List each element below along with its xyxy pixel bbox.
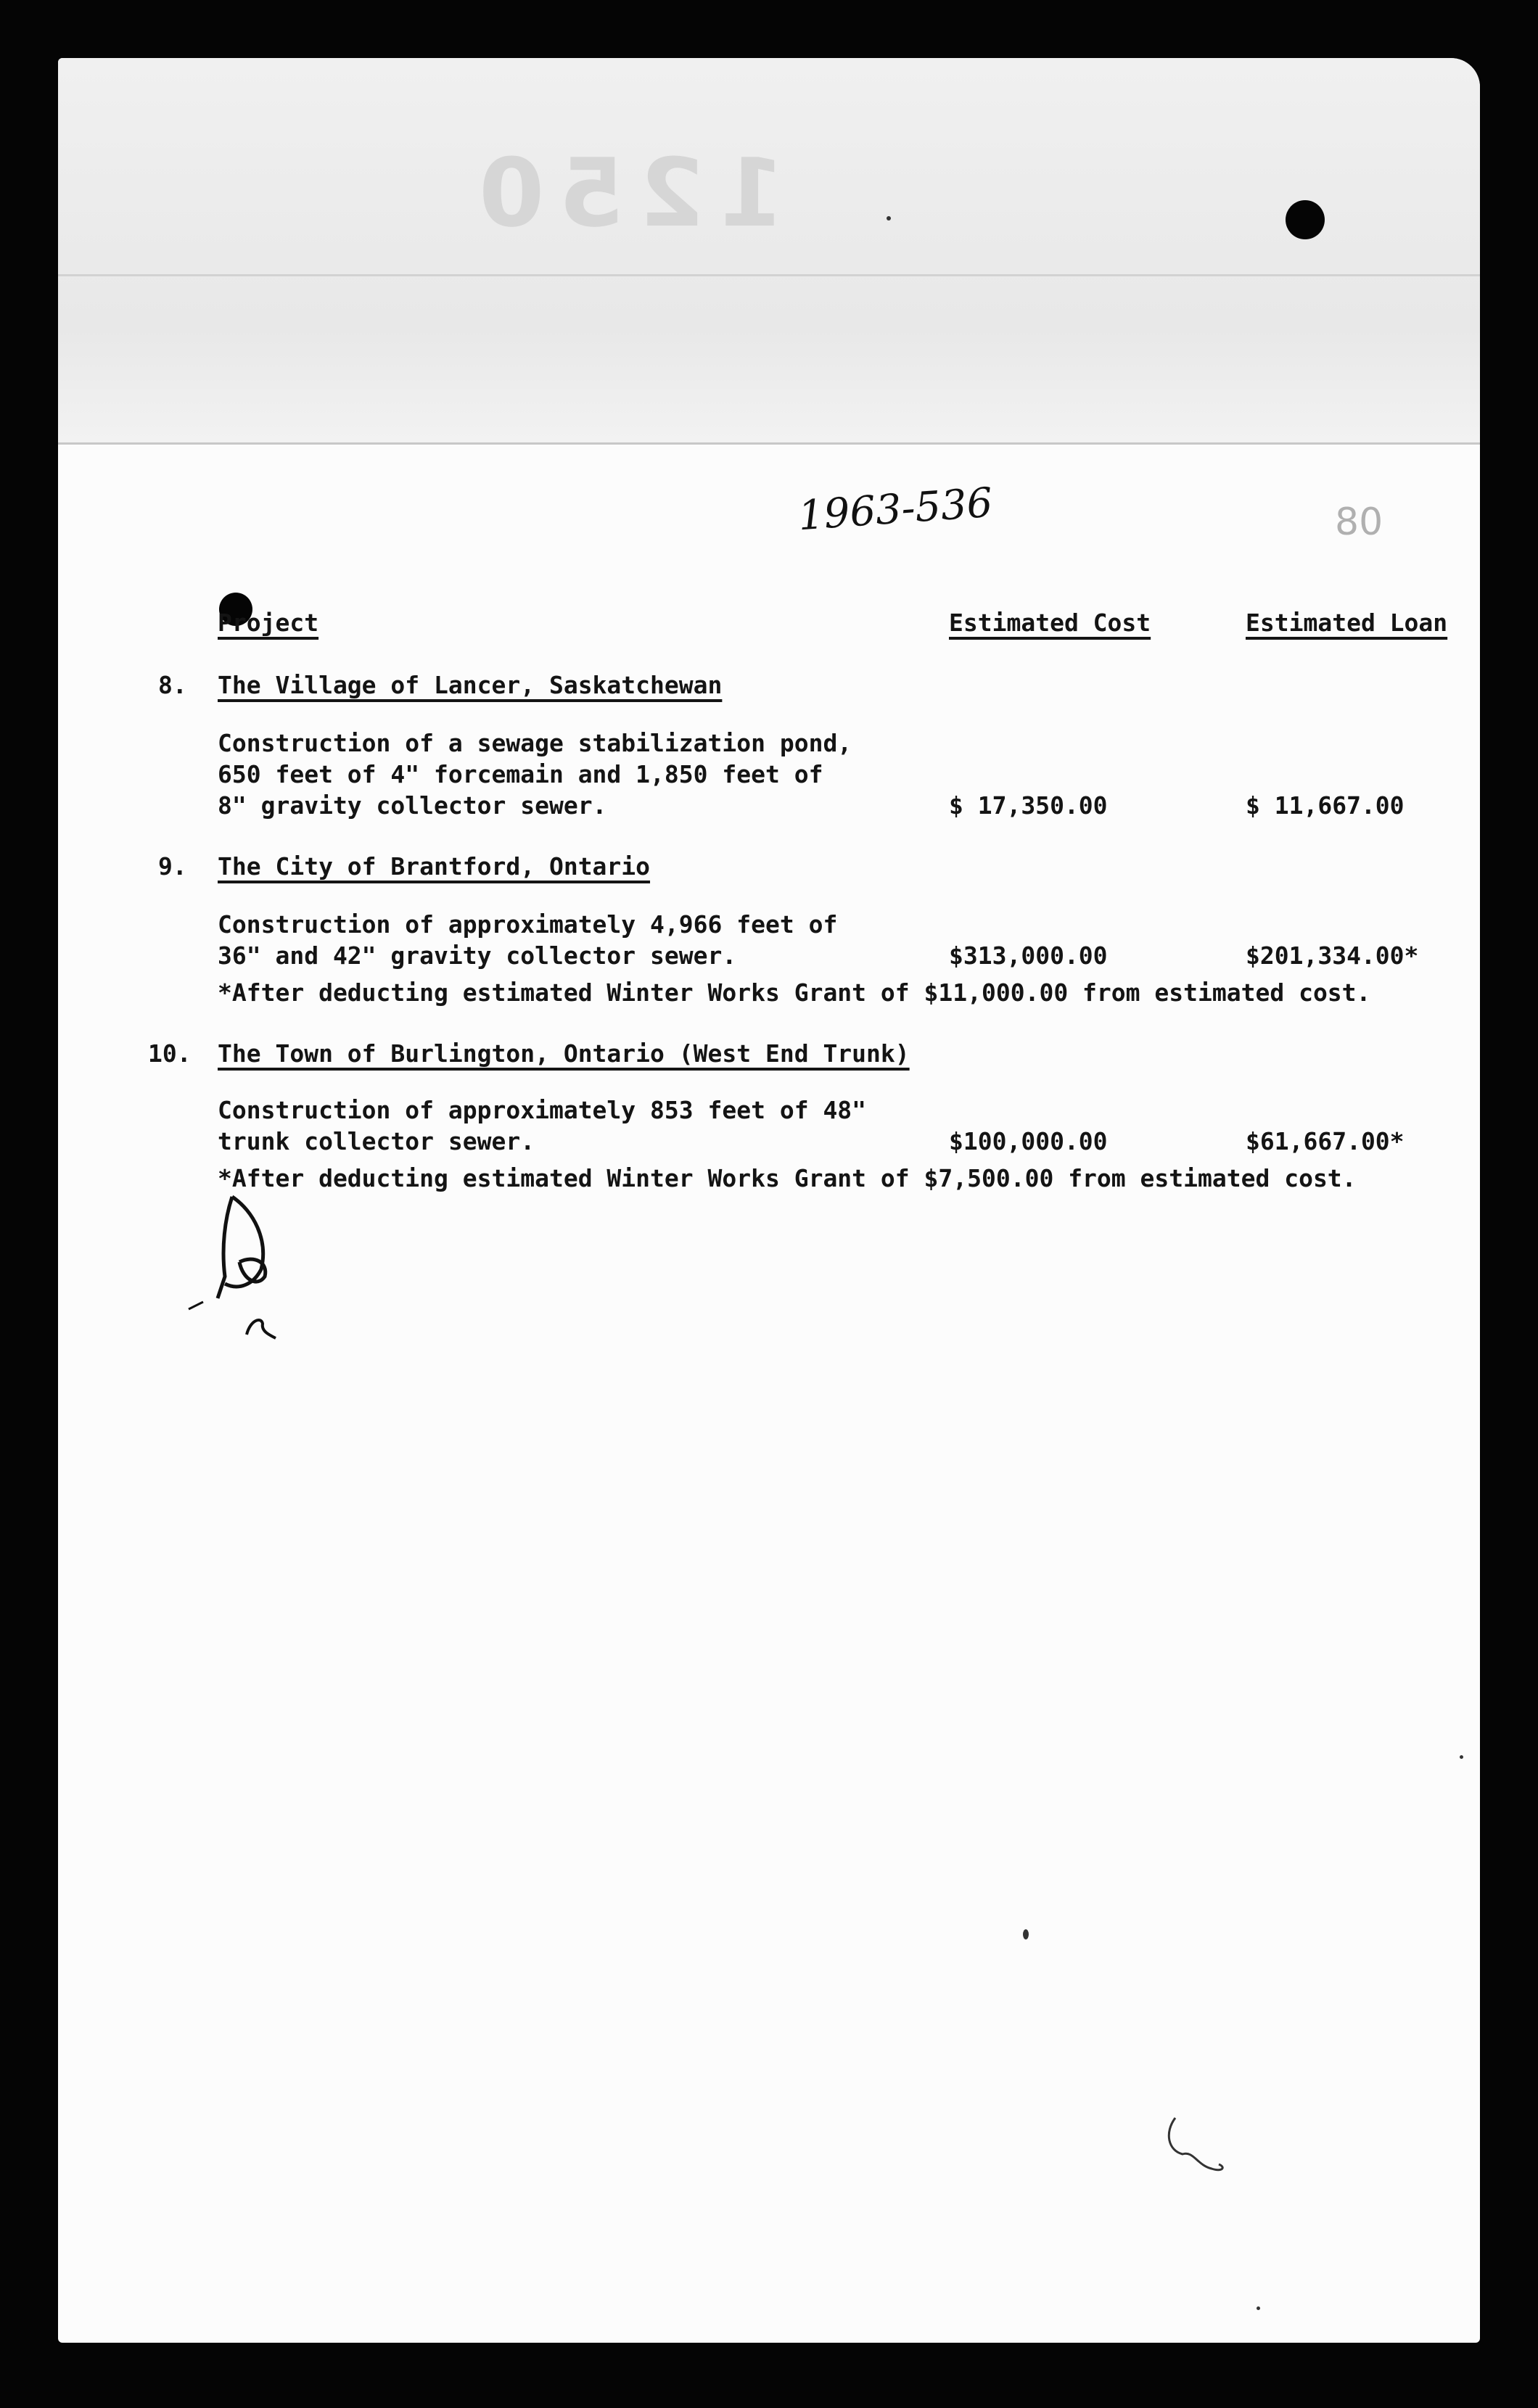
handwritten-tick-mark <box>1154 2111 1241 2198</box>
project-note: *After deducting estimated Winter Works Grant of $7,500.00 from estimated cost. <box>218 1164 1357 1192</box>
project-description-line: Construction of a sewage stabilization pond, <box>218 729 852 757</box>
project-estimated-cost: $313,000.00 <box>949 941 1108 970</box>
project-number: 10. <box>148 1039 192 1068</box>
project-number: 8. <box>158 671 187 699</box>
document-page <box>58 58 1480 2343</box>
project-description-line: Construction of approximately 4,966 feet of <box>218 910 838 939</box>
speck <box>887 216 891 220</box>
project-estimated-cost: $100,000.00 <box>949 1127 1108 1155</box>
strip-bottom-edge <box>58 442 1480 445</box>
project-number: 9. <box>158 852 187 881</box>
project-description-line: 8" gravity collector sewer. <box>218 791 607 820</box>
strip-edge <box>58 274 1480 276</box>
header-estimated-loan: Estimated Loan <box>1246 609 1448 637</box>
project-title: The Village of Lancer, Saskatchewan <box>218 671 723 699</box>
project-description-line: 650 feet of 4" forcemain and 1,850 feet of <box>218 760 823 788</box>
speck <box>1257 2306 1260 2310</box>
header-project: Project <box>218 609 319 637</box>
project-description-line: 36" and 42" gravity collector sewer. <box>218 941 737 970</box>
speck <box>1023 1929 1029 1939</box>
handwritten-initials <box>181 1189 283 1349</box>
project-title: The Town of Burlington, Ontario (West End Trunk) <box>218 1039 910 1068</box>
speck <box>1460 1755 1463 1759</box>
project-estimated-loan: $61,667.00* <box>1246 1127 1405 1155</box>
bleed-through-number: 1250 <box>464 138 785 248</box>
project-estimated-cost: $ 17,350.00 <box>949 791 1108 820</box>
folio-number: 80 <box>1335 500 1383 544</box>
overlap-strip <box>58 58 1480 442</box>
header-estimated-cost: Estimated Cost <box>949 609 1151 637</box>
project-note: *After deducting estimated Winter Works Grant of $11,000.00 from estimated cost. <box>218 978 1371 1007</box>
project-description-line: trunk collector sewer. <box>218 1127 535 1155</box>
project-description-line: Construction of approximately 853 feet of 48" <box>218 1096 867 1124</box>
project-title: The City of Brantford, Ontario <box>218 852 651 881</box>
handwritten-file-reference: 1963-536 <box>797 479 995 540</box>
punch-hole <box>1286 200 1325 239</box>
project-estimated-loan: $ 11,667.00 <box>1246 791 1405 820</box>
project-estimated-loan: $201,334.00* <box>1246 941 1419 970</box>
